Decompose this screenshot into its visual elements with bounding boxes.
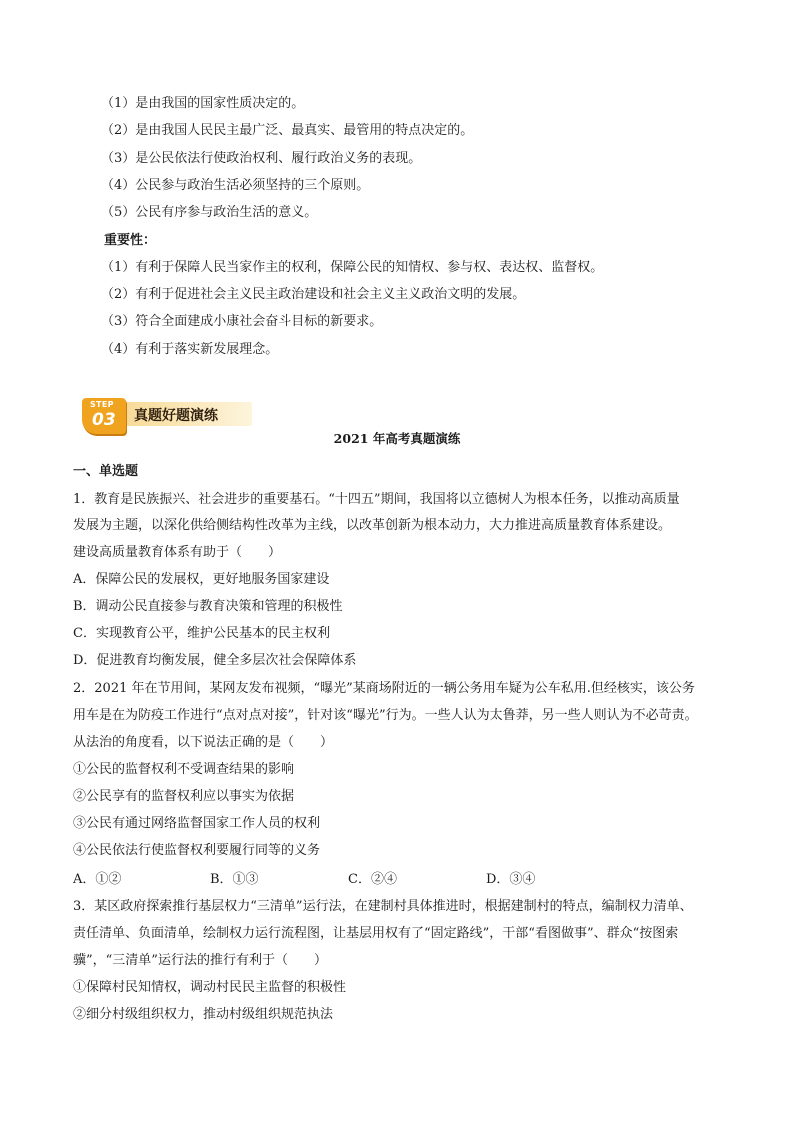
q2-statement-3: ③公民有通过网络监督国家工作人员的权利 (73, 816, 321, 831)
q2-statement-2: ②公民享有的监督权利应以事实为依据 (73, 789, 295, 804)
q1-option-b: B．调动公民直接参与教育决策和管理的积极性 (73, 599, 343, 614)
importance-heading: 重要性： (104, 233, 157, 248)
importance-item-2: （2）有利于促进社会主义民主政治建设和社会主义主义政治文明的发展。 (101, 287, 526, 302)
q1-line-2: 发展为主题，以深化供给侧结构性改革为主线，以改革创新为根本动力，大力推进高质量教育体系建设。 (73, 518, 672, 533)
summary-item-5: （5）公民有序参与政治生活的意义。 (101, 205, 318, 220)
summary-item-4: （4）公民参与政治生活必须坚持的三个原则。 (101, 178, 370, 193)
q2-choice-a: A．①② (73, 872, 122, 887)
q3-line-1: 3．某区政府探索推行基层权力“三清单”运行法，在建制村具体推进时，根据建制村的特点，编制权力清单、 (73, 899, 693, 914)
q2-choice-c: C．②④ (348, 872, 397, 887)
importance-item-4: （4）有利于落实新发展理念。 (101, 342, 279, 357)
q2-line-1: 2．2021 年在节用间，某网友发布视频，“曝光”某商场附近的一辆公务用车疑为公车私用.但经核实，该公务 (73, 681, 695, 696)
q2-choice-b: B．①③ (210, 872, 259, 887)
importance-item-1: （1）有利于保障人民当家作主的权利，保障公民的知情权、参与权、表达权、监督权。 (101, 260, 604, 275)
q2-choice-d: D．③④ (486, 872, 536, 887)
step-text: STEP (90, 400, 114, 409)
step-number: 03 (92, 410, 116, 430)
q1-option-c: C．实现教育公平，维护公民基本的民主权利 (73, 626, 330, 641)
q2-line-3: 从法治的角度看，以下说法正确的是（ ） (73, 735, 334, 750)
step-label: 真题好题演练 (134, 408, 218, 424)
q1-option-d: D．促进教育均衡发展，健全多层次社会保障体系 (73, 653, 357, 668)
q2-line-2: 用车是在为防疫工作进行“点对点对接”，针对该“曝光”行为。一些人认为太鲁莽，另一些人则认为不必苛责。 (73, 708, 698, 723)
summary-item-3: （3）是公民依法行使政治权利、履行政治义务的表现。 (101, 151, 422, 166)
q1-line-3: 建设高质量教育体系有助于（ ） (73, 545, 282, 560)
importance-item-3: （3）符合全面建成小康社会奋斗目标的新要求。 (101, 314, 383, 329)
q3-statement-1: ①保障村民知情权，调动村民民主监督的积极性 (73, 980, 347, 995)
question-type-heading: 一、单选题 (73, 464, 139, 479)
summary-item-2: （2）是由我国人民民主最广泛、最真实、最管用的特点决定的。 (101, 123, 474, 138)
q1-option-a: A．保障公民的发展权，更好地服务国家建设 (73, 572, 330, 587)
q1-line-1: 1．教育是民族振兴、社会进步的重要基石。“十四五”期间，我国将以立德树人为根本任务，以推动高质量 (73, 492, 680, 507)
q3-line-2: 责任清单、负面清单，绘制权力运行流程图，让基层用权有了“固定路线”，干部“看图做事”、群众“按图索 (73, 926, 679, 941)
q3-statement-2: ②细分村级组织权力，推动村级组织规范执法 (73, 1007, 334, 1022)
q2-statement-1: ①公民的监督权利不受调查结果的影响 (73, 762, 295, 777)
section-title: 2021 年高考真题演练 (333, 431, 461, 446)
q2-statement-4: ④公民依法行使监督权利要履行同等的义务 (73, 843, 321, 858)
q3-line-3: 骥”，“三清单”运行法的推行有利于（ ） (73, 953, 327, 968)
summary-item-1: （1）是由我国的国家性质决定的。 (101, 96, 305, 111)
